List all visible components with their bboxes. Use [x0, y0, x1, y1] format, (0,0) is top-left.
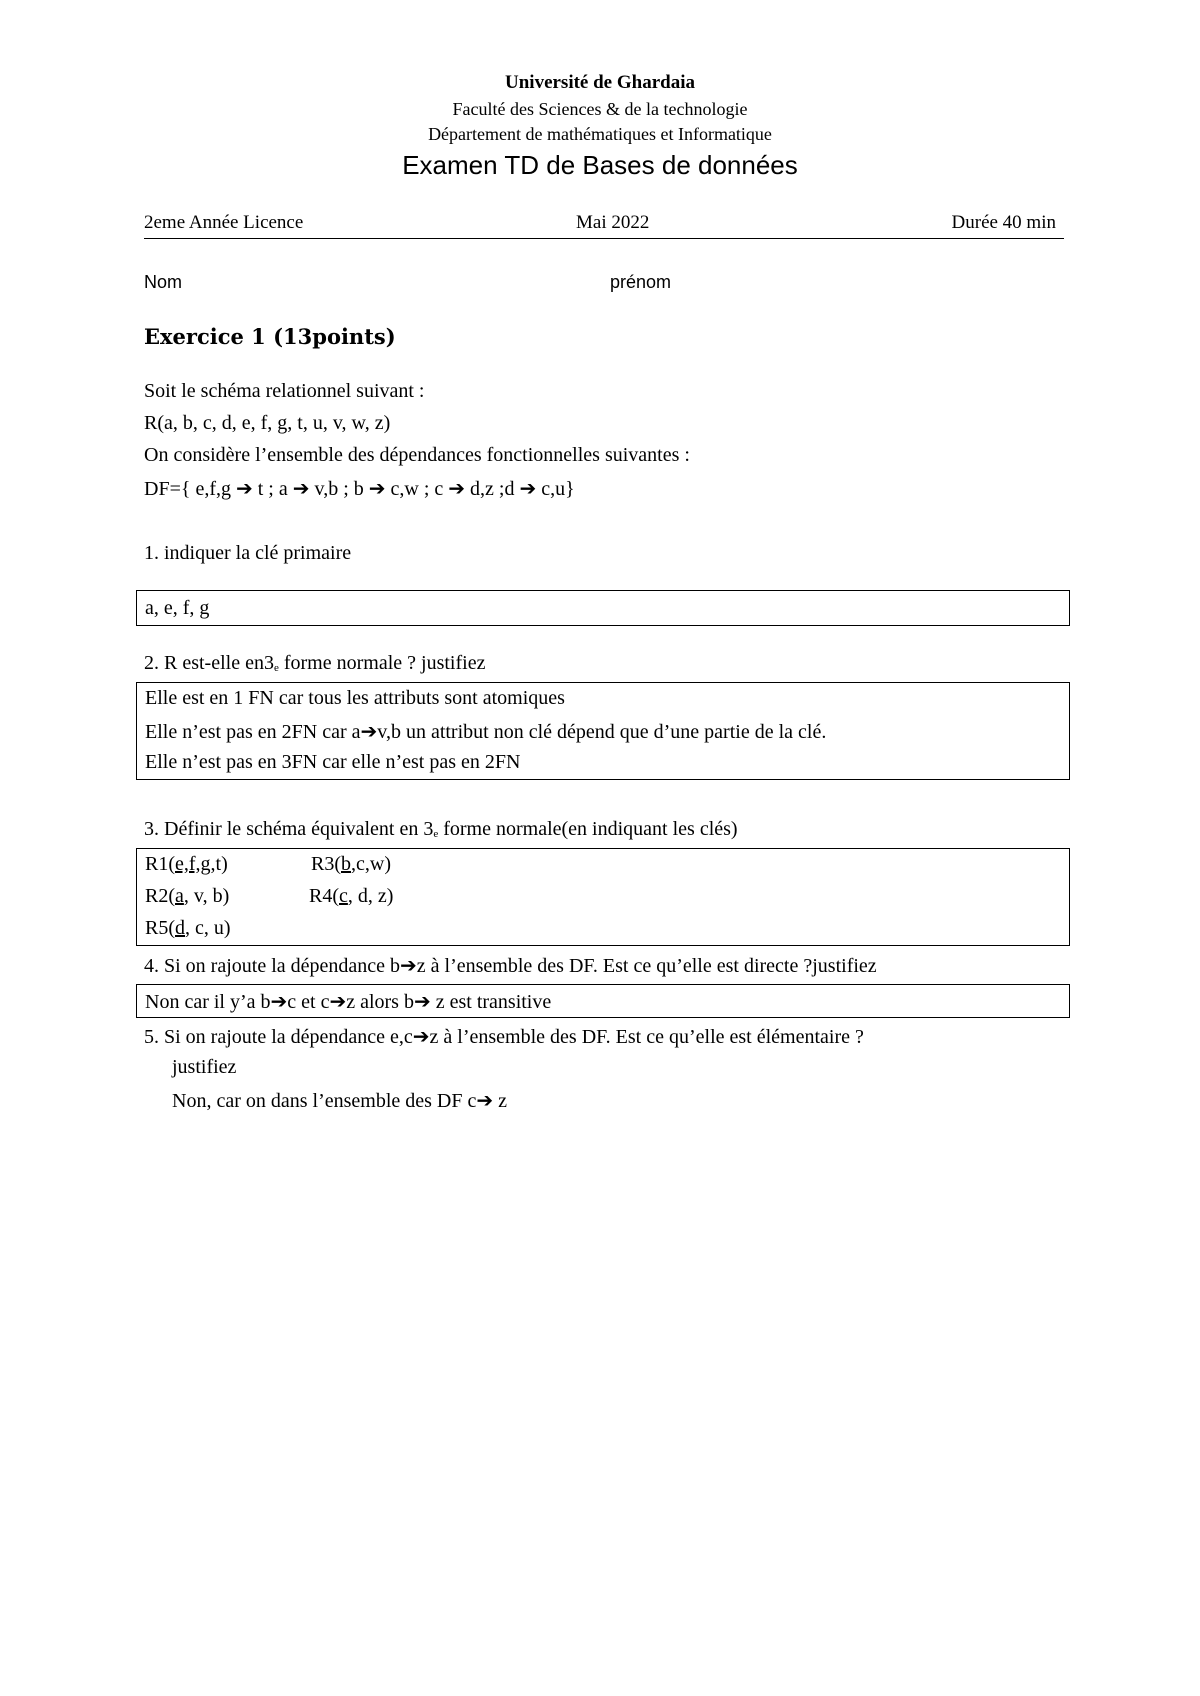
exam-title: Examen TD de Bases de données — [402, 150, 798, 180]
answer-2-line: Elle n’est pas en 2FN car a➔v,b un attribut non clé dépend que d’une partie de la clé. — [145, 721, 827, 743]
answer-box-4 — [136, 984, 1070, 1018]
relation-r5: R5(d, c, u) — [145, 917, 231, 939]
intro-line: R(a, b, c, d, e, f, g, t, u, v, w, z) — [144, 412, 391, 434]
question-1: 1. indiquer la clé primaire — [144, 542, 352, 564]
question-5-continued: justifiez — [172, 1056, 237, 1078]
intro-line: Soit le schéma relationnel suivant : — [144, 380, 425, 402]
relation-r4: R4(c, d, z) — [309, 885, 394, 907]
answer-5: Non, car on dans l’ensemble des DF c➔ z — [172, 1090, 507, 1112]
exam-duration: Durée 40 min — [951, 212, 1056, 233]
exam-level: 2eme Année Licence — [144, 212, 304, 233]
exercise-title: Exercice 1 (13points) — [144, 324, 396, 349]
answer-1: a, e, f, g — [145, 597, 210, 619]
answer-2-line: Elle est en 1 FN car tous les attributs sont atomiques — [145, 687, 565, 709]
question-5: 5. Si on rajoute la dépendance e,c➔z à l’ensemble des DF. Est ce qu’elle est élémentaire ? — [144, 1026, 864, 1048]
name-label: Nom — [144, 272, 183, 292]
question-2: 2. R est-elle $en3_e$ forme normale ? justifiez — [144, 652, 486, 674]
relation-r3: R3(b,c,w) — [311, 853, 391, 875]
faculty-name: Faculté des Sciences & de la technologie — [452, 99, 748, 119]
relation-r2: R2(a, v, b) — [145, 885, 230, 907]
intro-line: On considère l’ensemble des dépendances fonctionnelles suivantes : — [144, 444, 690, 466]
question-4: 4. Si on rajoute la dépendance b➔z à l’ensemble des DF. Est ce qu’elle est directe ?justifiez — [144, 955, 877, 977]
exam-date: Mai 2022 — [576, 212, 650, 233]
firstname-label: prénom — [610, 272, 672, 292]
answer-2-line: Elle n’est pas en 3FN car elle n’est pas en 2FN — [145, 751, 521, 773]
relation-r1: R1(e,f,g,t) — [145, 853, 228, 875]
university-name: Université de Ghardaia — [505, 72, 695, 93]
answer-box-2 — [136, 682, 1070, 780]
exam-info-line — [144, 212, 1064, 239]
question-3: 3. Définir le schéma équivalent en $3_e$ forme normale(en indiquant les clés) — [144, 818, 738, 840]
intro-line: DF={ e,f,g ➔ t ; a ➔ v,b ; b ➔ c,w ; c ➔ d,z ;d ➔ c,u} — [144, 478, 575, 500]
answer-box-1 — [136, 590, 1070, 626]
department-name: Département de mathématiques et Informatique — [428, 124, 772, 144]
answer-4: Non car il y’a b➔c et c➔z alors b➔ z est transitive — [145, 991, 552, 1013]
answer-box-3 — [136, 848, 1070, 946]
